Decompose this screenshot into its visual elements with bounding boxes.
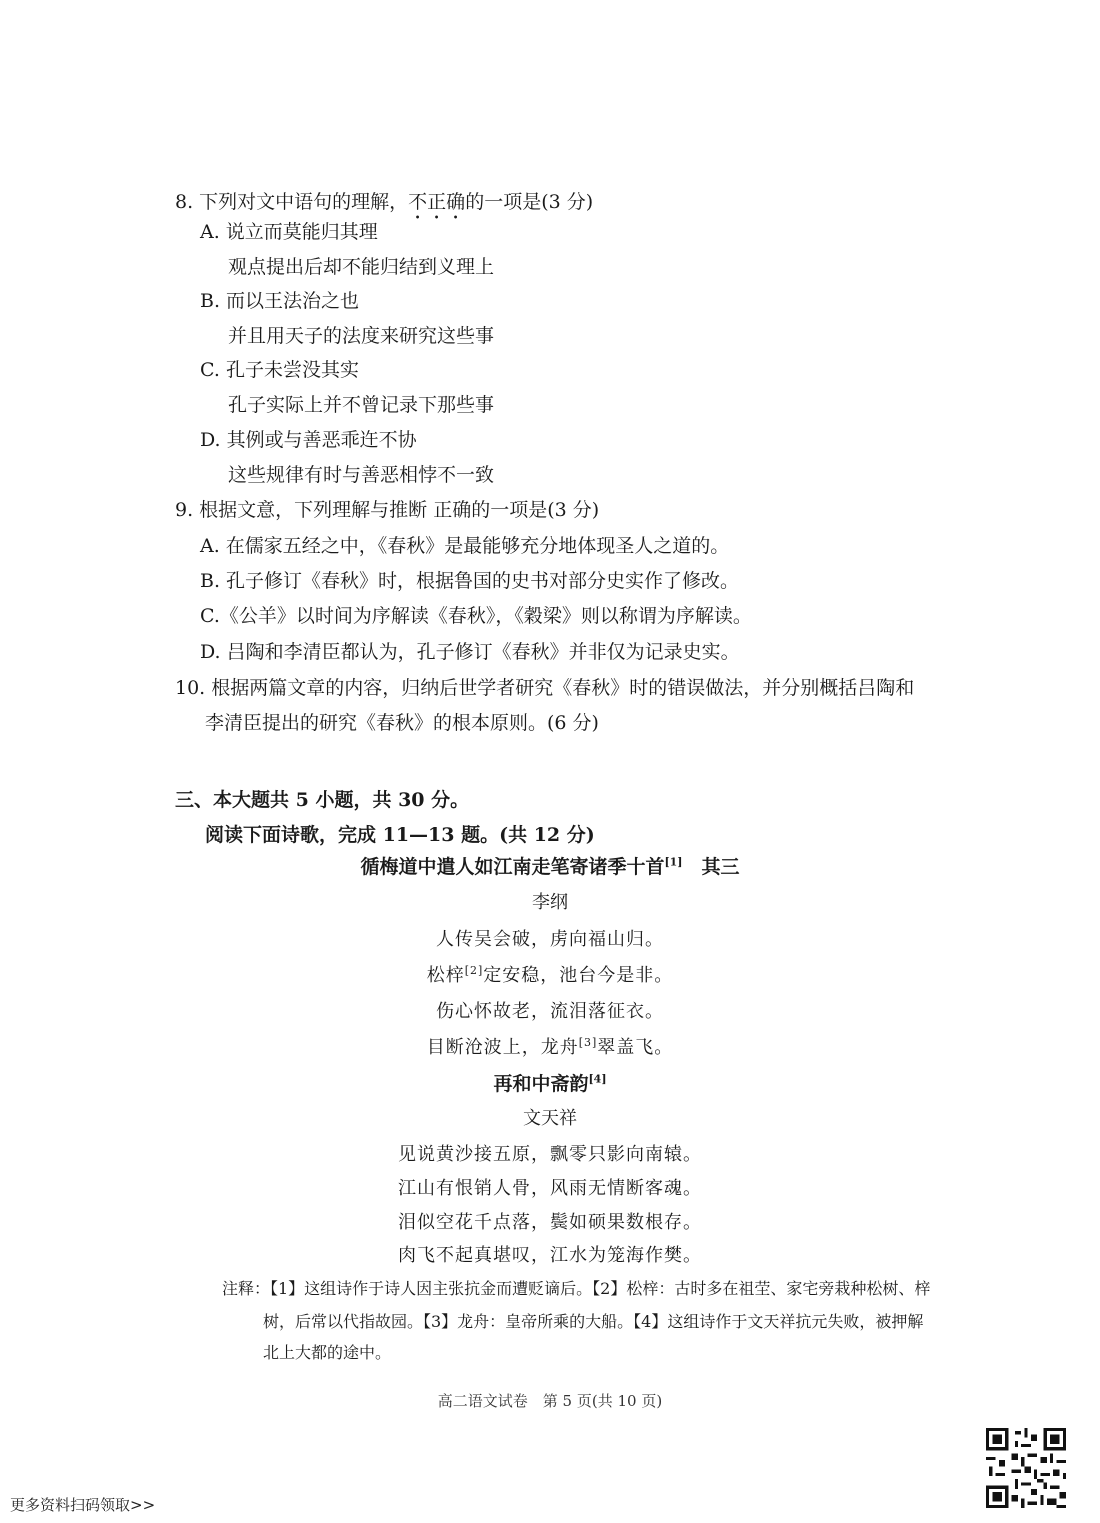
question-9-option-a: A. 在儒家五经之中，《春秋》是最能够充分地体现圣人之道的。 [200,535,730,557]
poem-1-line-text: 松梓 [426,965,465,986]
poem-1-title-suffix: 其三 [682,856,740,878]
question-10-line-1: 10. 根据两篇文章的内容，归纳后世学者研究《春秋》时的错误做法，并分别概括吕陶和 [175,677,915,699]
question-8-option-d-translation: 这些规律有时与善恶相悖不一致 [228,464,495,486]
section-heading: 三、本大题共 5 小题，共 30 分。 [175,789,470,811]
poem-2-title [0,1069,1100,1096]
notes-line-2: 树，后常以代指故园。【3】龙舟：皇帝所乘的大船。【4】这组诗作于文天祥抗元失败，被押解 [263,1312,924,1331]
question-8-option-b: B. 而以王法治之也 [200,290,360,312]
question-8-option-c: C. 孔子未尝没其实 [200,359,359,381]
question-8-option-b-translation: 并且用天子的法度来研究这些事 [228,325,495,347]
notes-line-1: 注释：【1】这组诗作于诗人因主张抗金而遭贬谪后。【2】松梓：古时多在祖茔、家宅旁栽种松树、梓 [222,1279,931,1298]
question-9-option-d: D. 吕陶和李清臣都认为，孔子修订《春秋》并非仅为记录史实。 [200,641,740,663]
question-8-stem [175,190,593,224]
section-intro: 阅读下面诗歌，完成 11—13 题。(共 12 分) [205,824,595,846]
question-8-option-c-translation: 孔子实际上并不曾记录下那些事 [228,394,495,416]
poem-1-line [0,997,1100,1023]
qr-code-icon[interactable] [986,1428,1066,1508]
poem-1-line-text: 目断沧波上，龙舟 [426,1037,579,1058]
question-10-line-2: 李清臣提出的研究《春秋》的根本原则。(6 分) [205,712,599,734]
poem-1-line-text: 伤心怀故老，流泪落征衣。 [436,1001,664,1022]
poem-1-title-note: [1] [664,855,683,869]
poem-1-line-text: 人传吴会破，虏向福山归。 [436,929,664,950]
poem-1-line-text: 定安稳，池台今是非。 [483,965,674,986]
poem-1-line [0,1033,1100,1059]
poem-1-line-text: 翠盖飞。 [597,1037,674,1058]
question-8-stem-part: 8. 下列对文中语句的理解， [175,191,409,213]
question-8-option-a: A. 说立而莫能归其理 [200,221,378,243]
poem-2-line: 泪似空花千点落，鬓如硕果数根存。 [398,1212,702,1233]
question-8-option-d: D. 其例或与善恶乖迕不协 [200,429,417,451]
poem-1-line-note: [2] [464,964,484,977]
page-footer: 高二语文试卷 第 5 页(共 10 页) [437,1392,663,1410]
question-9-option-b: B. 孔子修订《春秋》时，根据鲁国的史书对部分史实作了修改。 [200,570,740,592]
poem-2-title-text: 再和中斋韵 [493,1073,589,1095]
notes-line-3: 北上大都的途中。 [263,1343,392,1362]
poem-1-author: 李纲 [532,892,568,913]
poem-1-title [0,852,1100,879]
poem-1-line [0,925,1100,951]
poem-2-line: 江山有恨销人骨，风雨无情断客魂。 [398,1178,702,1199]
poem-2-title-note: [4] [588,1072,607,1086]
poem-2-line: 肉飞不起真堪叹，江水为笼海作樊。 [398,1245,702,1266]
question-9-option-c: C.《公羊》以时间为序解读《春秋》，《穀梁》则以称谓为序解读。 [200,605,752,627]
poem-1-title-text: 循梅道中遣人如江南走笔寄诸季十首 [360,856,665,878]
poem-2-line: 见说黄沙接五原，飘零只影向南辕。 [398,1144,702,1165]
poem-1-line [0,961,1100,987]
question-8-stem-part: 的一项是(3 分) [465,191,594,213]
question-8-emphasis: 不正确 [408,191,466,213]
question-8-option-a-translation: 观点提出后却不能归结到义理上 [228,256,495,278]
bottom-promo-text[interactable]: 更多资料扫码领取>> [10,1496,156,1514]
poem-1-line-note: [3] [578,1036,598,1049]
question-9-stem: 9. 根据文意，下列理解与推断 正确的一项是(3 分) [175,499,600,521]
poem-2-author: 文天祥 [523,1108,577,1129]
